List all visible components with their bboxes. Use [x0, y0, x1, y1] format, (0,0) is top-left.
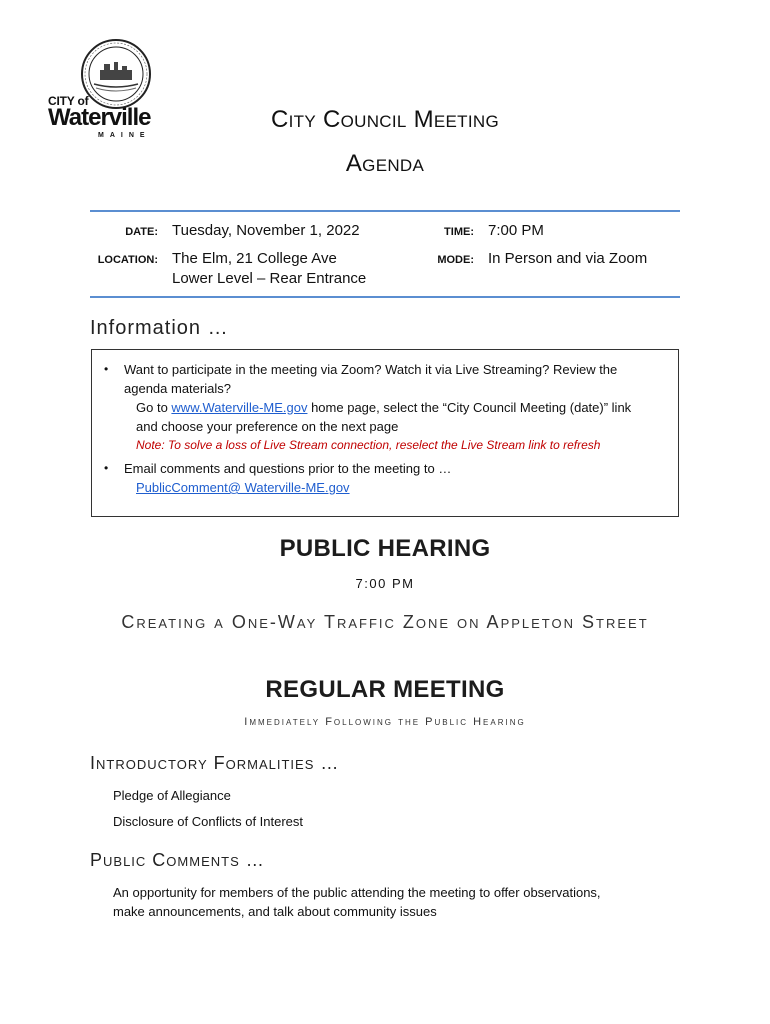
- logo-wordmark: Waterville: [48, 104, 151, 131]
- info-goto-line2: and choose your preference on the next page: [136, 419, 399, 434]
- top-divider: [90, 210, 680, 212]
- public-comments-line2: make announcements, and talk about community issues: [113, 904, 437, 919]
- bottom-divider: [90, 296, 680, 298]
- public-comments-heading: Public Comments …: [90, 850, 265, 870]
- information-box: [91, 349, 679, 517]
- regular-meeting-subheading: Immediately Following the Public Hearing: [244, 716, 526, 728]
- introductory-heading: Introductory Formalities …: [90, 753, 340, 773]
- agenda-item-pledge: Pledge of Allegiance: [113, 788, 231, 803]
- time-label: TIME:: [444, 226, 474, 238]
- bullet-icon: •: [104, 362, 109, 376]
- bullet-icon: •: [104, 461, 109, 475]
- info-email-line: Email comments and questions prior to the meeting to …: [124, 461, 452, 476]
- goto-prefix: Go to: [136, 400, 172, 415]
- mode-label: MODE:: [437, 254, 474, 266]
- public-hearing-heading: PUBLIC HEARING: [279, 535, 491, 562]
- logo-city-of: CITY of: [48, 94, 89, 108]
- public-hearing-time: 7:00 PM: [355, 576, 415, 591]
- livestream-note: Note: To solve a loss of Live Stream connection, reselect the Live Stream link to refresh: [136, 438, 601, 452]
- agenda-item-disclosure: Disclosure of Conflicts of Interest: [113, 814, 304, 829]
- date-label: DATE:: [125, 226, 158, 238]
- public-comments-line1: An opportunity for members of the public attending the meeting to offer observations,: [113, 885, 601, 900]
- city-seal-icon: [80, 38, 152, 110]
- page-subtitle: Agenda: [345, 150, 425, 177]
- location-line2: Lower Level – Rear Entrance: [172, 270, 367, 287]
- info-goto-line: [136, 398, 631, 417]
- regular-meeting-heading: REGULAR MEETING: [265, 676, 505, 703]
- info-zoom-line2: agenda materials?: [124, 381, 231, 396]
- website-link[interactable]: www.Waterville-ME.gov: [171, 400, 308, 415]
- goto-suffix: home page, select the “City Council Meeting (date)” link: [307, 400, 632, 415]
- location-line1: The Elm, 21 College Ave: [172, 250, 337, 267]
- time-value: 7:00 PM: [488, 222, 544, 239]
- info-zoom-line1: Want to participate in the meeting via Zoom? Watch it via Live Streaming? Review the: [124, 362, 618, 377]
- page-title: City Council Meeting: [271, 106, 499, 133]
- public-hearing-topic: Creating a One-Way Traffic Zone on Appleton Street: [121, 612, 649, 632]
- information-heading: Information …: [90, 317, 229, 339]
- mode-value: In Person and via Zoom: [488, 250, 648, 267]
- email-link[interactable]: PublicComment@ Waterville-ME.gov: [136, 480, 350, 495]
- location-label: LOCATION:: [97, 254, 158, 266]
- logo-state: MAINE: [98, 132, 151, 139]
- date-value: Tuesday, November 1, 2022: [172, 222, 360, 239]
